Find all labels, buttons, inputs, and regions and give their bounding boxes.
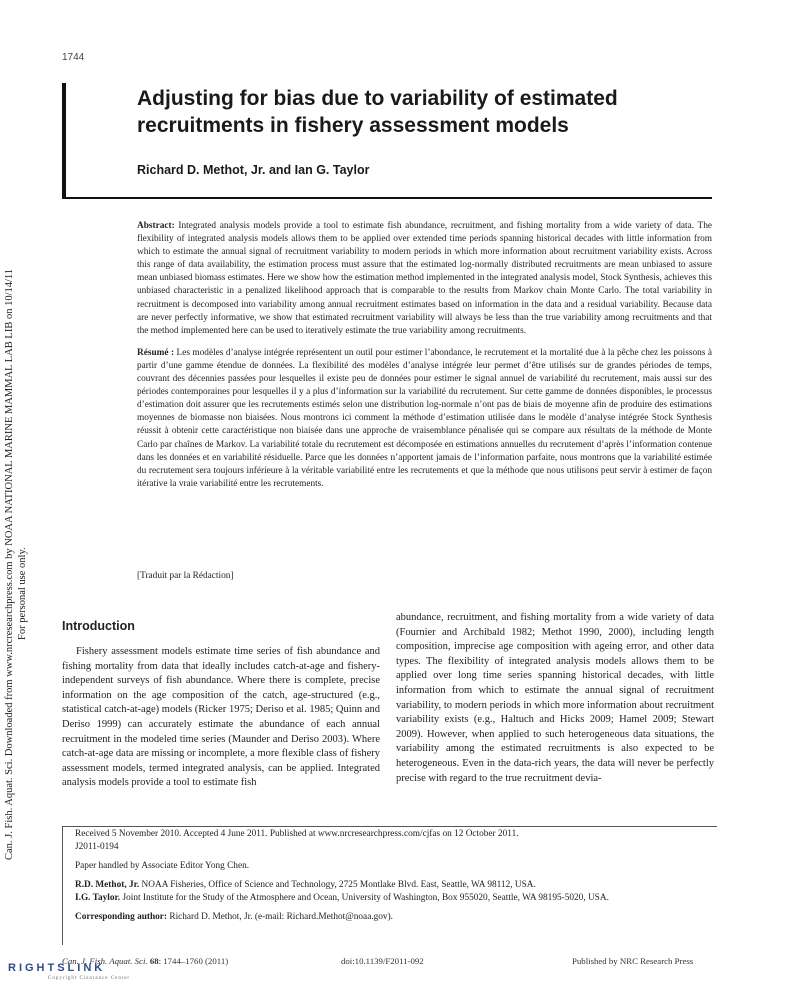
footnotes bbox=[75, 828, 715, 924]
article-authors: Richard D. Methot, Jr. and Ian G. Taylor bbox=[137, 163, 370, 177]
rightslink-tagline: Copyright Clearance Center bbox=[48, 976, 131, 981]
title-bar-accent bbox=[62, 83, 66, 198]
abstract-english bbox=[137, 220, 712, 338]
affiliation-2-name: I.G. Taylor. bbox=[75, 893, 121, 903]
footer-volume: 68 bbox=[149, 956, 159, 966]
abstract-french bbox=[137, 347, 712, 491]
affiliation-1 bbox=[75, 879, 715, 892]
footer-publisher: Published by NRC Research Press bbox=[572, 956, 694, 966]
rightslink-logo[interactable]: RIGHTSLINK bbox=[8, 962, 106, 974]
page-number: 1744 bbox=[62, 52, 85, 63]
affiliation-2-text: Joint Institute for the Study of the Atmosphere and Ocean, University of Washington, Box 955020, Seattle, WA 98195-5020, USA. bbox=[122, 893, 609, 903]
corresponding-label: Corresponding author: bbox=[75, 912, 168, 922]
article-title: Adjusting for bias due to variability of estimated recruitments in fishery assessment models bbox=[137, 87, 618, 137]
article-id: J2011-0194 bbox=[75, 842, 119, 852]
download-notice-line2: For personal use only. bbox=[17, 547, 28, 640]
intro-heading: Introduction bbox=[62, 619, 135, 633]
footer-pages: : 1744–1760 (2011) bbox=[158, 956, 229, 966]
corresponding-author bbox=[75, 911, 715, 924]
abstract-block bbox=[137, 220, 712, 500]
footer-journal-name: Can. J. Fish. Aquat. Sci. bbox=[62, 956, 148, 966]
abstract-label: Abstract: bbox=[137, 221, 175, 231]
received-line: Received 5 November 2010. Accepted 4 June 2011. Published at www.nrcresearchpress.com/cjfas on 12 October 2011. bbox=[75, 829, 519, 839]
download-notice bbox=[3, 269, 29, 860]
affiliation-1-text: NOAA Fisheries, Office of Science and Technology, 2725 Montlake Blvd. East, Seattle, WA 98112, USA. bbox=[141, 880, 536, 890]
footer-doi[interactable]: doi:10.1139/F2011-092 bbox=[341, 956, 424, 966]
abstract-text: Integrated analysis models provide a tool to estimate fish abundance, recruitment, and fishing mortality from a wide variety of data. The flexibility of integrated analysis models allows them to be applied over extended time periods spanning historical decades with little information from which to estimate the annual signal of recruitment variability to modern periods in which more information about recruitment variability exists. Across this range of data availability, the estimation process must assure that the estimated log-normally distributed recruitments are mean unbiased to assure mean unbiased biomass estimates. Here we show how the estimation method implemented in the integrated analysis model, Stock Synthesis, achieves this unbiased characteristic in a penalized likelihood approach that is comparable to the results from Markov chain Monte Carlo. The total variability in recruitment is decomposed into variability among annual recruitment estimates based on information in the data and a residual variability. Because data are never perfectly informative, we show that estimated recruitment variability will always be less than the true variability among recruitments and that the method implemented here can be used to iteratively estimate the true variability among recruitments. bbox=[137, 221, 712, 336]
corresponding-text: Richard D. Methot, Jr. (e-mail: Richard.Methot@noaa.gov). bbox=[169, 912, 394, 922]
resume-text: Les modèles d’analyse intégrée représentent un outil pour estimer l’abondance, le recrutement et la mortalité due à la pêche chez les poissons à partir d’une gamme étendue de données. La flexibilité des modèles d’analyse intégrée leur permet d’être utilisés sur de grandes périodes de temps, couvrant des décennies passées pour lesquelles il existe peu de données pour estimer le signal annuel de variabilité du recrutement, mais aussi sur des périodes contemporaines pour lesquelles il y a plus d’information sur la variabilité du recrutement. Sur cette gamme de données disponibles, le processus d’estimation doit assurer que les recrutements estimés selon une distribution log-normale n’ont pas de biais de moyenne afin de produire des estimations moyennes de biomasse non biaisées. Nous montrons ici comment la méthode d’estimation utilisée dans le modèle d’analyse intégrée Stock Synthesis réussit à obtenir cette caractéristique non biaisée dans une approche de vraisemblance pénalisée qui se compare aux résultats de la méthode de Monte Carlo par chaînes de Markov. La variabilité totale du recrutement est décomposée en estimations annuelles du recrutement d’après l’information contenue dans les données et en variabilité résiduelle. Parce que les données n’apportent jamais de l’information parfaite, nous montrons que la variabilité estimée du recrutement sera toujours inférieure à la véritable variabilité entre les recrutements et que la méthode que nous utilisons peut servir à estimer de façon itérative la vraie variabilité entre les recrutements. bbox=[137, 347, 713, 489]
affiliation-1-name: R.D. Methot, Jr. bbox=[75, 880, 140, 890]
resume-label: Résumé : bbox=[137, 347, 175, 358]
title-rule bbox=[62, 197, 712, 199]
download-notice-line1: Can. J. Fish. Aquat. Sci. Downloaded from www.nrcresearchpress.com by NOAA NATIONAL MARINE MAMMAL LAB LIB on 10/14/11 bbox=[4, 268, 15, 860]
download-sidebar bbox=[3, 140, 53, 860]
intro-right-column: abundance, recruitment, and fishing mortality from a wide variety of data (Fournier and Archibald 1982; Methot 1990, 2000), including length composition, imprecise age composition with ageing error, and other data types. The flexibility of integrated analysis models allows them to be applied over long time series spanning historical decades, with little information from which to estimate the annual signal of recruitment variability, to modern periods in which more information about recruitment variability exists (e.g., Haltuch and Hicks 2009; Hamel 2009; Stewart 2009). However, when applied to such heterogeneous data situations, the variability among the estimated recruitments is also expected to be heterogeneous. Even in the data-rich years, the data will never be perfectly precise with regard to the true recruitment devia- bbox=[396, 612, 714, 784]
translation-note: [Traduit par la Rédaction] bbox=[137, 571, 234, 581]
intro-left-column: Fishery assessment models estimate time series of fish abundance and fishing mortality from data that ideally includes catch-at-age and fishery-independent surveys of fish abundance. Where there is complete, precise information on the age composition of the catch, age-structured (e.g., statistical catch-at-age) models (Ricker 1975; Deriso et al. 1985; Quinn and Deriso 1999) can accurately estimate the abundance of each annual recruitment in the modeled time series (Maunder and Deriso 2003). Where catch-at-age data are missing or incomplete, a more flexible class of fishery assessment models, termed integrated analysis, can be applied. Integrated analysis models provide a tool to estimate fish bbox=[62, 646, 380, 789]
editor-line: Paper handled by Associate Editor Yong Chen. bbox=[75, 861, 250, 871]
affiliation-2 bbox=[75, 892, 715, 905]
